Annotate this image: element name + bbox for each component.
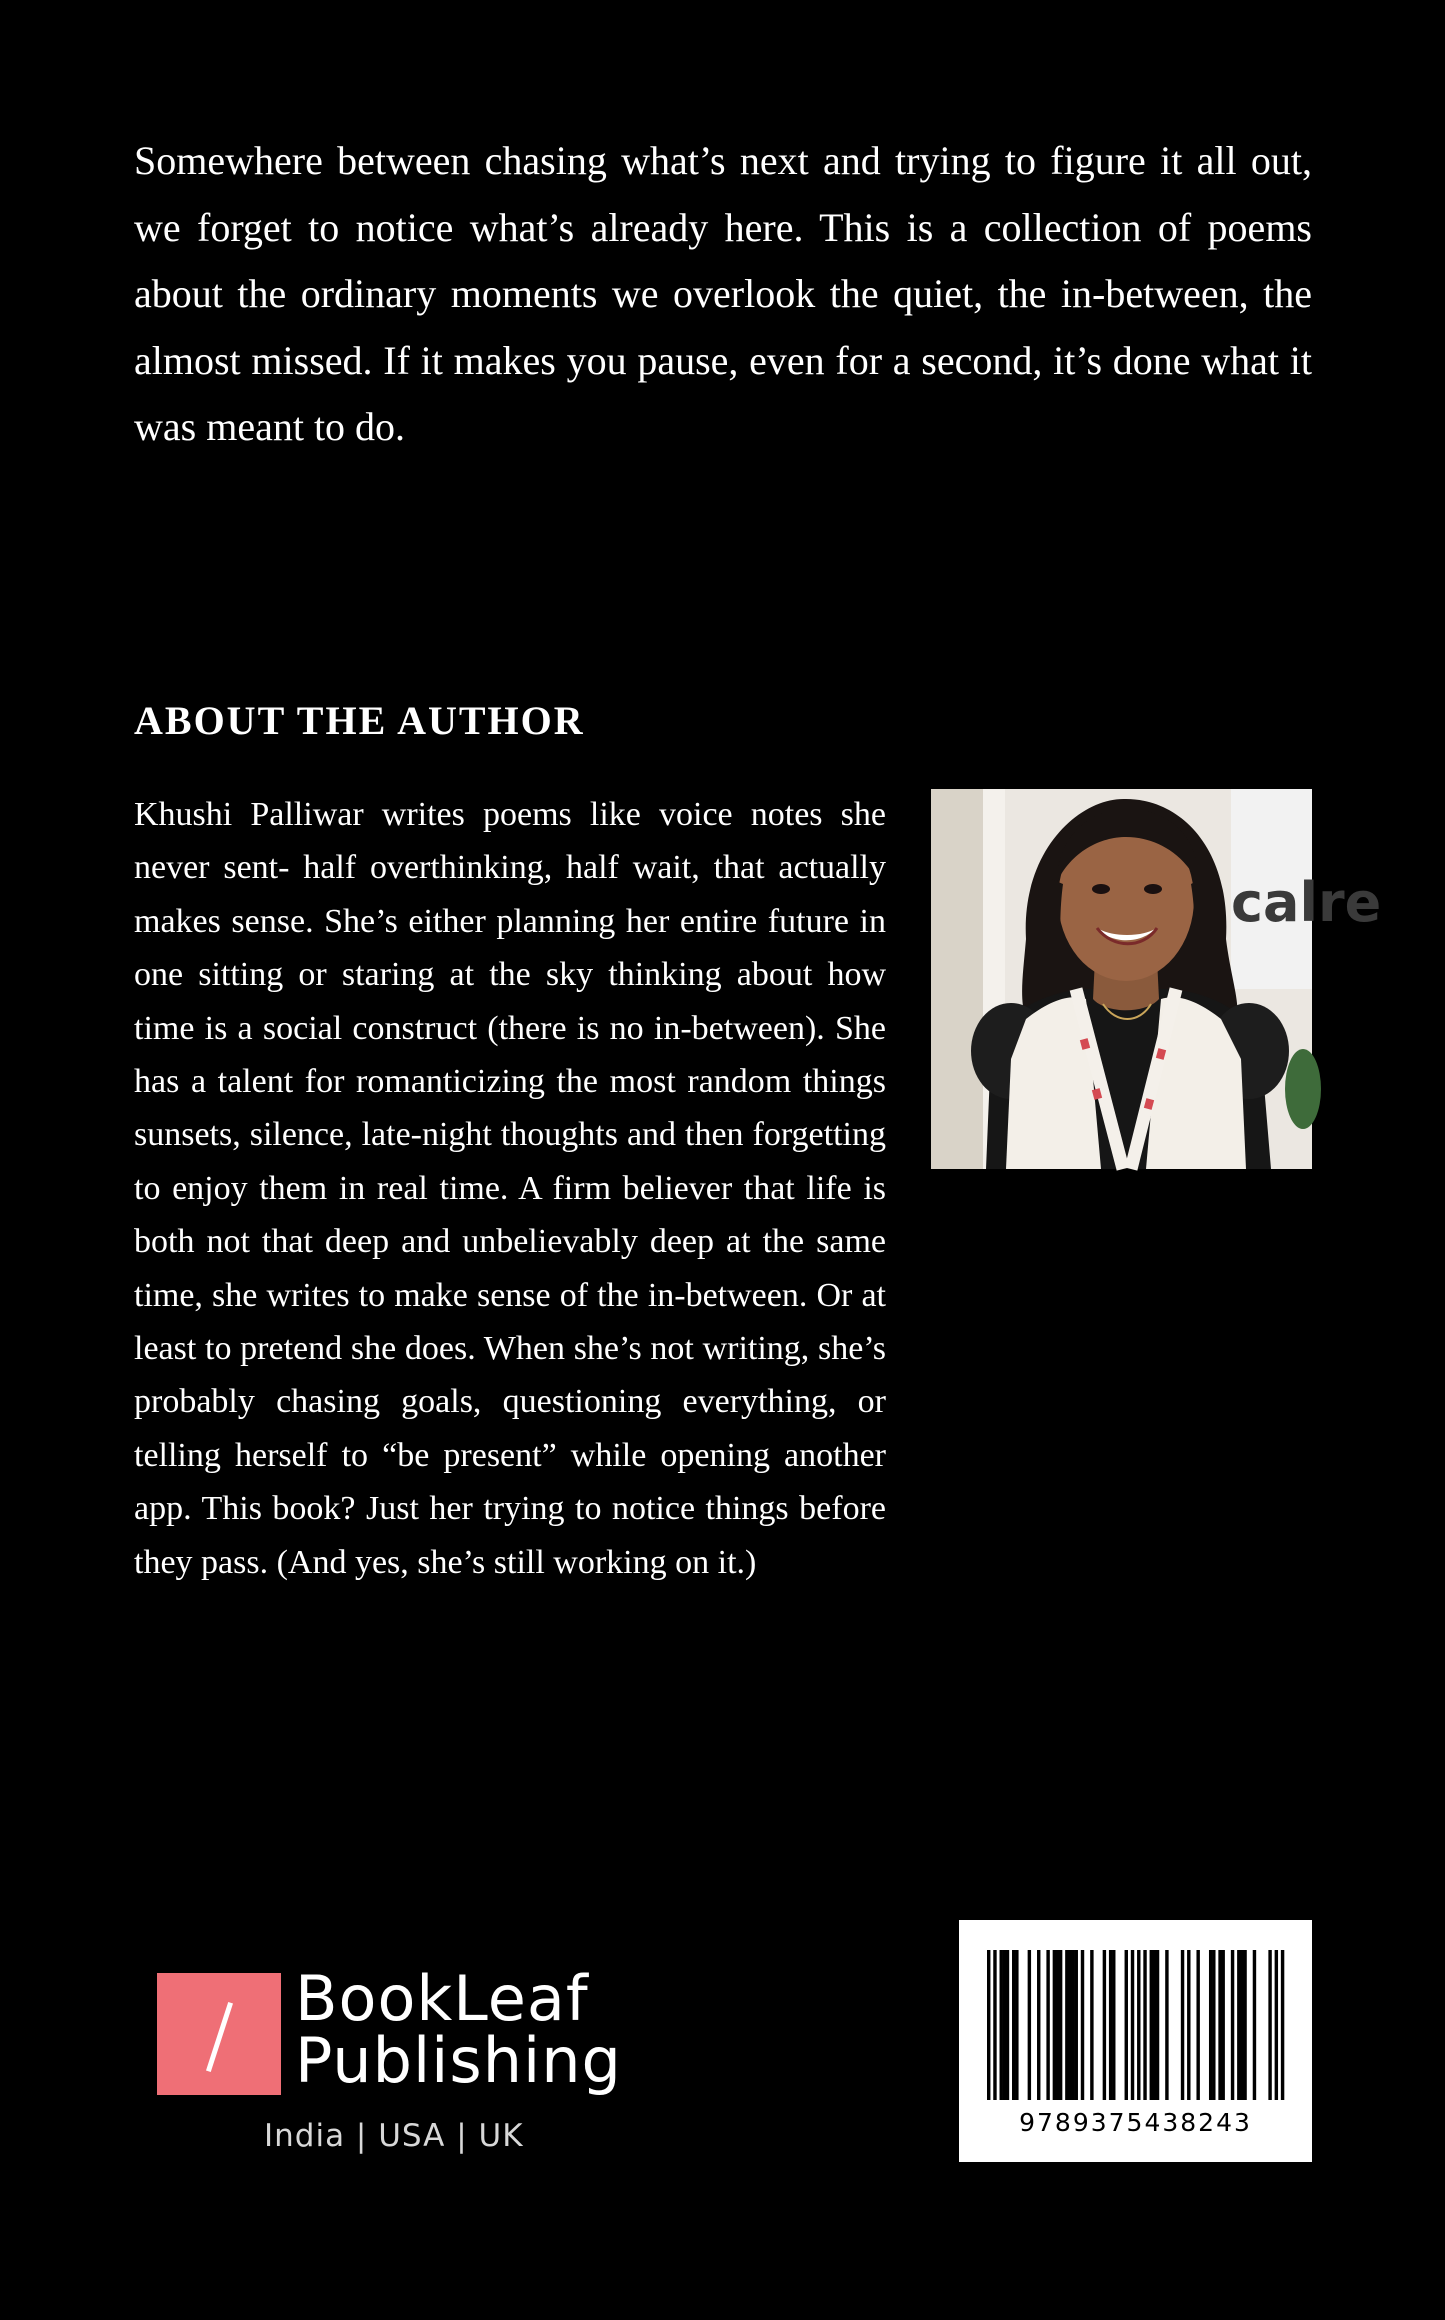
about-author-heading: ABOUT THE AUTHOR — [134, 698, 585, 743]
barcode-bar — [1275, 1950, 1278, 2100]
barcode-bar — [987, 1950, 990, 2100]
barcode-bar — [1143, 1950, 1146, 2100]
barcode-bar — [1165, 1950, 1168, 2100]
barcode-bar — [1071, 1950, 1074, 2100]
barcode-bar — [1153, 1950, 1156, 2100]
isbn-barcode — [959, 1920, 1312, 2162]
barcode-bar — [1253, 1950, 1256, 2100]
barcode-bar — [1281, 1950, 1284, 2100]
isbn-number: 9789375438243 — [1019, 2108, 1252, 2137]
bookleaf-logo-mark — [157, 1973, 281, 2095]
barcode-bar — [1068, 1950, 1071, 2100]
barcode-bar — [1218, 1950, 1221, 2100]
barcode-bar — [1059, 1950, 1062, 2100]
barcode-bar — [1125, 1950, 1128, 2100]
barcode-bar — [1046, 1950, 1049, 2100]
barcode-bars — [987, 1950, 1284, 2100]
barcode-bar — [1187, 1950, 1190, 2100]
barcode-bar — [1006, 1950, 1009, 2100]
publisher-name-line2: Publishing — [295, 2024, 622, 2097]
barcode-bar — [1112, 1950, 1115, 2100]
barcode-bar — [1090, 1950, 1093, 2100]
barcode-bar — [1268, 1950, 1271, 2100]
barcode-bar — [1131, 1950, 1134, 2100]
barcode-bar — [1037, 1950, 1040, 2100]
slash-icon — [206, 2002, 233, 2072]
barcode-bar — [1015, 1950, 1018, 2100]
barcode-bar — [1231, 1950, 1234, 2100]
barcode-bar — [1003, 1950, 1006, 2100]
barcode-bar — [1065, 1950, 1068, 2100]
barcode-bar — [1237, 1950, 1240, 2100]
barcode-bar — [1028, 1950, 1031, 2100]
barcode-bar — [1240, 1950, 1243, 2100]
book-blurb: Somewhere between chasing what’s next and trying to figure it all out, we forget to notice what’s already here. This is a collection of poems about the ordinary moments we overlook the quiet, the in-between, the almost missed. If it makes you pause, even for a second, it’s done what it was meant to do. — [134, 138, 1312, 449]
barcode-bar — [1000, 1950, 1003, 2100]
barcode-bar — [1150, 1950, 1153, 2100]
barcode-bar — [993, 1950, 996, 2100]
photo-sign-text: calre — [1231, 871, 1382, 934]
author-bio: Khushi Palliwar writes poems like voice notes she never sent- half overthinking, half wait, that actually makes sense. She’s either planning her entire future in one sitting or staring at the sky thinking about how time is a social construct (there is no in-between). She has a talent for romanticizing the most random things sunsets, silence, late-night thoughts and then forgetting to enjoy them in real time. A firm believer that life is both not that deep and unbelievably deep at the same time, she writes to make sense of the in-between. Or at least to pretend she does. When she’s not writing, she’s probably chasing goals, questioning everything, or telling herself to “be present” while opening another app. This book? Just her trying to notice things before they pass. (And yes, she’s still working on it.) — [134, 796, 886, 1581]
barcode-bar — [1221, 1950, 1224, 2100]
barcode-bar — [1103, 1950, 1106, 2100]
barcode-bar — [1243, 1950, 1246, 2100]
barcode-bar — [1156, 1950, 1159, 2100]
barcode-bar — [1109, 1950, 1112, 2100]
author-photo — [931, 789, 1382, 1169]
barcode-bar — [1012, 1950, 1015, 2100]
barcode-bar — [1053, 1950, 1056, 2100]
barcode-bar — [1212, 1950, 1215, 2100]
barcode-bar — [1056, 1950, 1059, 2100]
publisher-name-line1: BookLeaf — [295, 1962, 589, 2035]
barcode-bar — [1137, 1950, 1140, 2100]
barcode-bar — [1181, 1950, 1184, 2100]
barcode-bar — [1081, 1950, 1084, 2100]
publisher-regions: India | USA | UK — [264, 2118, 524, 2154]
barcode-bar — [1209, 1950, 1212, 2100]
barcode-bar — [1075, 1950, 1078, 2100]
publisher-logo — [157, 1962, 622, 2168]
barcode-bar — [1196, 1950, 1199, 2100]
